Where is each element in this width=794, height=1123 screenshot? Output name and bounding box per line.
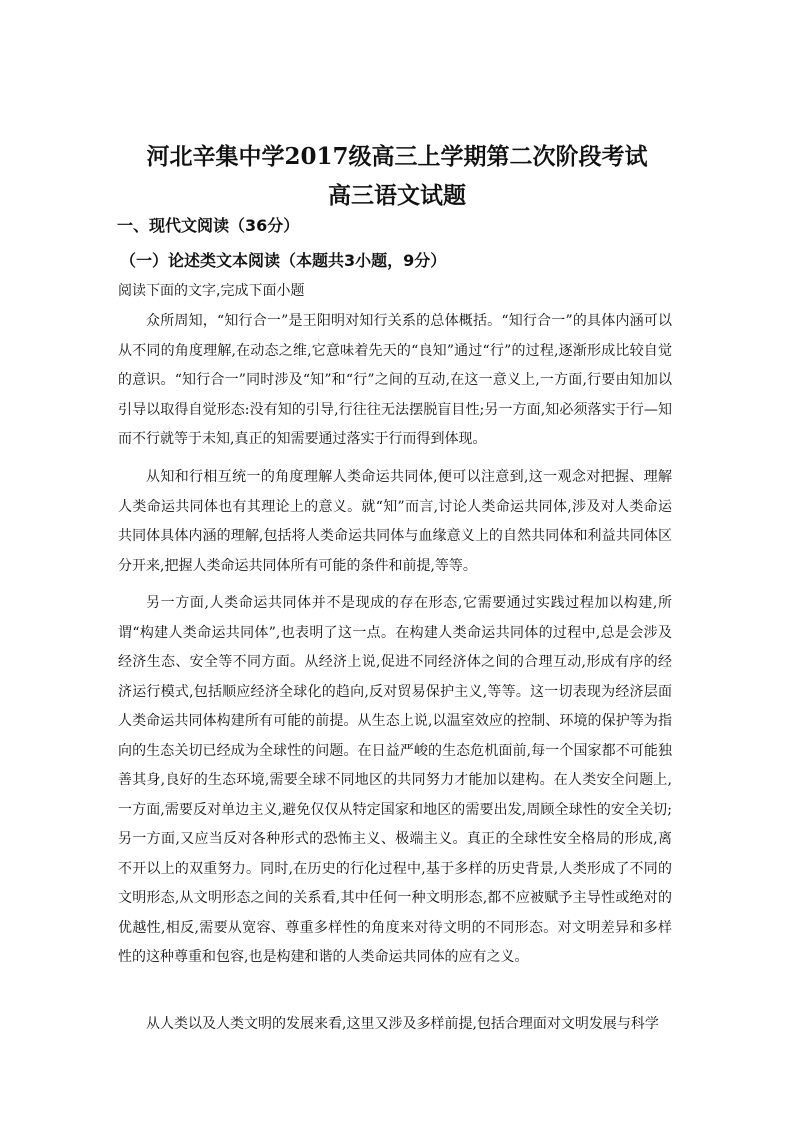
exam-subtitle: 高三语文试题 xyxy=(328,182,466,209)
paragraph-2: 从知和行相互统一的角度理解人类命运共同体,便可以注意到,这一观念对把握、理解人类命运共同体也有其理论上的意义。就“知”而言,讨论人类命运共同体,涉及对人类命运共同体具体内涵的理解,包括将人类命运共同体与血缘意义上的自然共同体和利益共同体区分开来,把握人类命运共同体所有可能的条件和前提,等等。 xyxy=(118,469,672,574)
paragraph-3: 另一方面,人类命运共同体并不是现成的存在形态,它需要通过实践过程加以构建,所谓“构建人类命运共同体”,也表明了这一点。在构建人类命运共同体的过程中,总是会涉及经济生态、安全等不同方面。从经济上说,促进不同经济体之间的合理互动,形成有序的经济运行模式,包括顺应经济全球化的趋向,反对贸易保护主义,等等。这一切表现为经济层面人类命运共同体构建所有可能的前提。从生态上说,以温室效应的控制、环境的保护等为指向的生态关切已经成为全球性的问题。在日益严峻的生态危机面前,每一个国家都不可能独善其身,良好的生态环境,需要全球不同地区的共同努力才能加以建构。在人类安全问题上,一方面,需要反对单边主义,避免仅仅从特定国家和地区的需要出发,周顾全球性的安全关切;另一方面,又应当反对各种形式的恐怖主义、极端主义。真正的全球性安全格局的形成,离不开以上的双重努力。同时,在历史的行化过程中,基于多样的历史背景,人类形成了不同的文明形态,从文明形态之间的关系看,其中任何一种文明形态,都不应被赋予主导性或绝对的优越性,相反,需要从宽容、尊重多样性的角度来对待文明的不同形态。对文明差异和多样性的这种尊重和包容,也是构建和谐的人类命运共同体的应有之义。 xyxy=(118,595,672,965)
exam-title: 河北辛集中学2017级高三上学期第二次阶段考试 xyxy=(146,143,648,170)
reading-instruction: 阅读下面的文字,完成下面小题 xyxy=(118,283,305,299)
subsection-heading: （一）论述类文本阅读（本题共3小题，9分） xyxy=(120,251,447,270)
paragraph-1: 众所周知，“知行合一”是王阳明对知行关系的总体概括。“知行合一”的具体内涵可以从不同的角度理解,在动态之维,它意味着先天的“良知”通过“行”的过程,逐渐形成比较自觉的意识。“知行合一”同时涉及“知”和“行”之间的互动,在这一意义上,一方面,行要由知加以引导以取得自觉形态:没有知的引导,行往往无法摆脱盲目性;另一方面,知必须落实于行—知而不行就等于未知,真正的知需要通过落实于行而得到体现。 xyxy=(118,313,672,447)
paragraph-4: 从人类以及人类文明的发展来看,这里又涉及多样前提,包括合理面对文明发展与科学 xyxy=(146,1016,659,1032)
section-heading: 一、现代文阅读（36分） xyxy=(117,216,300,235)
